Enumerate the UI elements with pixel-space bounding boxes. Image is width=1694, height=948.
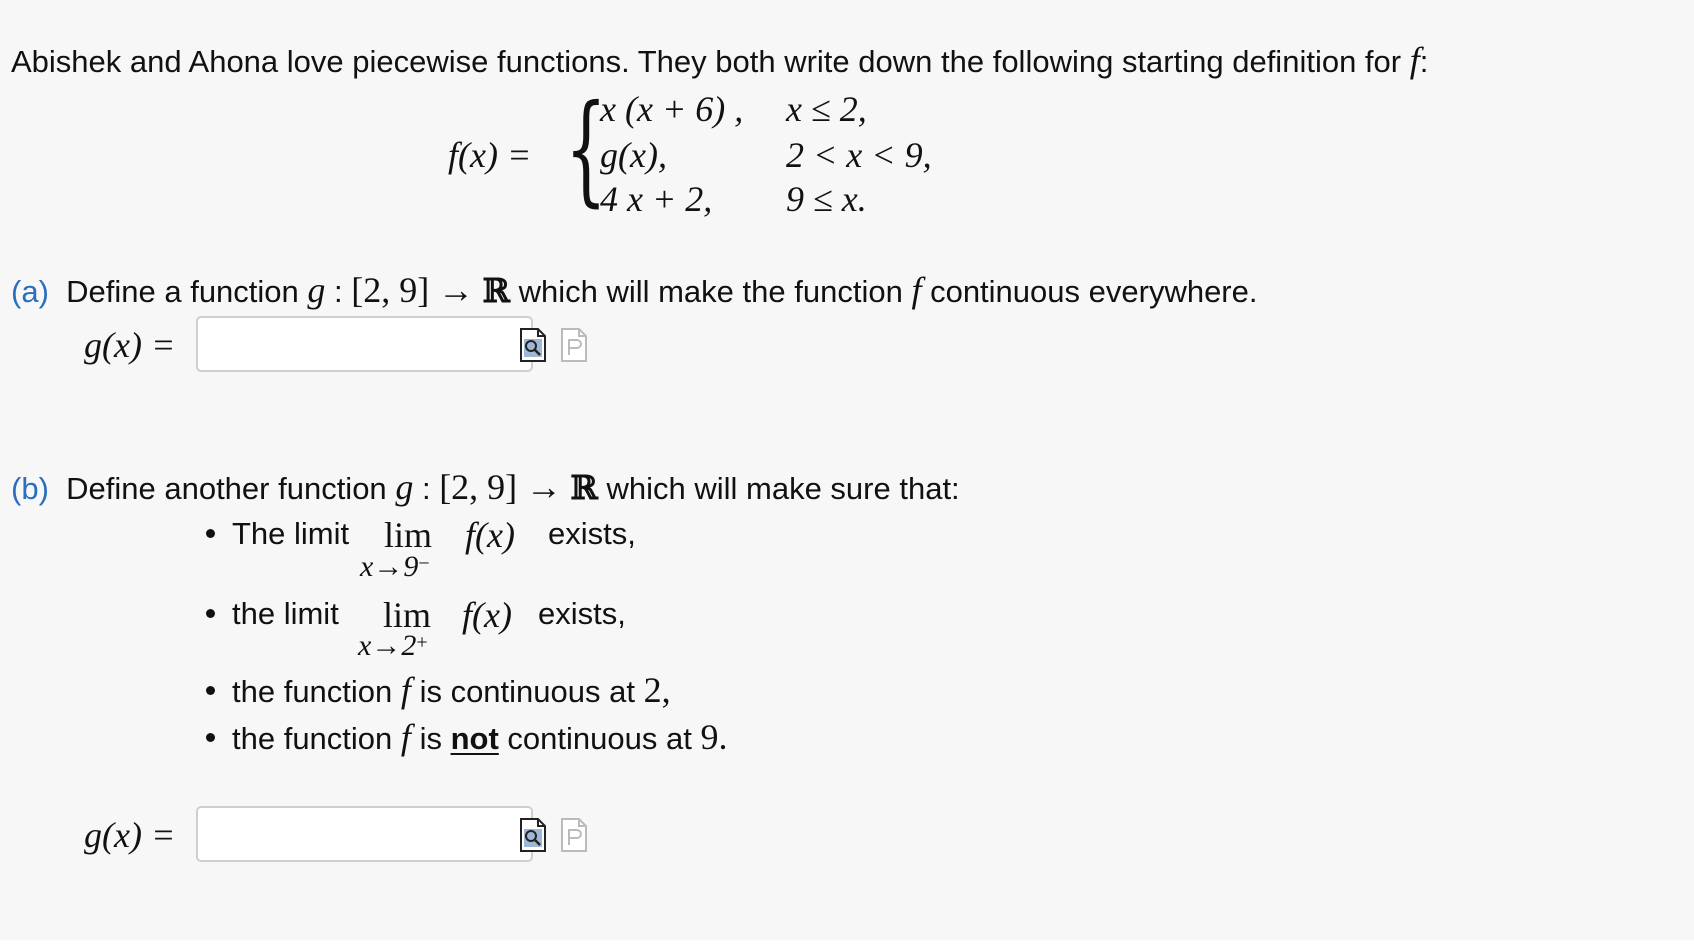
bullet-1-lim: lim <box>384 515 433 555</box>
part-a-text-end: continuous everywhere. <box>930 274 1258 309</box>
part-b-answer-input[interactable] <box>196 806 533 862</box>
bullet-4-text: the function <box>232 721 393 756</box>
bullet-2-end: exists, <box>538 596 626 631</box>
bullet-3-num: 2, <box>643 670 671 710</box>
part-b-text-after: which will make sure that: <box>606 471 960 506</box>
bullet-2-dot <box>206 609 215 618</box>
bullet-2-text: the limit <box>232 596 339 631</box>
part-b-g: g <box>395 467 414 507</box>
bullet-2-sup: + <box>416 631 428 654</box>
bullet-1-text: The limit <box>232 516 350 551</box>
part-a-reals: ℝ <box>482 271 510 310</box>
bullet-4-dot <box>206 733 215 742</box>
case-2-expr: g(x), <box>600 135 667 175</box>
bullet-1-end: exists, <box>548 516 636 551</box>
bullet-4-end: continuous at <box>507 721 692 756</box>
part-b-text-before: Define another function <box>66 471 387 506</box>
case-3-expr: 4 x + 2, <box>600 179 713 219</box>
intro-text: Abishek and Ahona love piecewise functions. They both write down the following starting definition for <box>11 44 1402 79</box>
bullet-3-mid: is continuous at <box>419 674 635 709</box>
part-b-colon: : <box>421 471 431 506</box>
part-a-arrow: → <box>437 270 474 310</box>
part-b-answer-label: g(x) = <box>84 815 176 855</box>
part-a-text-before: Define a function <box>66 274 299 309</box>
bullet-1-dot <box>206 529 215 538</box>
paste-answer-icon[interactable] <box>560 328 588 362</box>
bullet-4-mid: is <box>419 721 442 756</box>
paste-answer-icon[interactable] <box>560 818 588 852</box>
part-a-interval: [2, 9] <box>351 270 430 310</box>
part-b-reals: ℝ <box>570 468 598 507</box>
preview-answer-icon[interactable] <box>519 818 547 852</box>
bullet-3-line <box>232 672 671 710</box>
case-1-expr: x (x + 6) , <box>600 89 744 129</box>
bullet-1-subscript <box>360 550 430 584</box>
part-a-answer-label: g(x) = <box>84 325 176 365</box>
part-a-label: (a) <box>11 274 49 309</box>
part-a-colon: : <box>334 274 343 309</box>
definition-brace: { <box>565 80 607 219</box>
intro-line <box>11 42 1428 80</box>
part-a-text-after: which will make the function <box>518 274 903 309</box>
bullet-4-f: f <box>400 717 411 757</box>
part-a-prompt <box>11 272 1258 310</box>
part-a-answer-input[interactable] <box>196 316 533 372</box>
intro-colon: : <box>1419 44 1429 79</box>
bullet-4-line <box>232 719 727 757</box>
case-2-cond: 2 < x < 9, <box>786 135 932 175</box>
bullet-4-not: not <box>450 721 499 756</box>
bullet-3-dot <box>206 686 215 695</box>
part-b-interval: [2, 9] <box>439 467 518 507</box>
bullet-1-sub: x→9 <box>360 550 419 583</box>
bullet-2-lim: lim <box>383 595 432 635</box>
bullet-3-text: the function <box>232 674 393 709</box>
part-a-g: g <box>307 270 326 310</box>
preview-answer-icon[interactable] <box>519 328 547 362</box>
intro-func: f <box>1409 40 1420 80</box>
case-3-cond: 9 ≤ x. <box>786 179 867 219</box>
bullet-3-f: f <box>400 670 411 710</box>
part-b-arrow: → <box>525 467 562 507</box>
part-a-f: f <box>911 270 922 310</box>
bullet-4-num: 9. <box>700 717 728 757</box>
bullet-2-fx: f(x) <box>462 595 512 635</box>
case-1-cond: x ≤ 2, <box>786 89 867 129</box>
bullet-1-fx: f(x) <box>465 515 515 555</box>
bullet-1-sup: − <box>418 552 430 575</box>
bullet-2-sub: x→2 <box>358 629 417 662</box>
part-b-label: (b) <box>11 471 49 506</box>
bullet-2-subscript <box>358 629 428 663</box>
part-b-prompt <box>11 469 960 507</box>
definition-lhs: f(x) = <box>448 135 532 175</box>
